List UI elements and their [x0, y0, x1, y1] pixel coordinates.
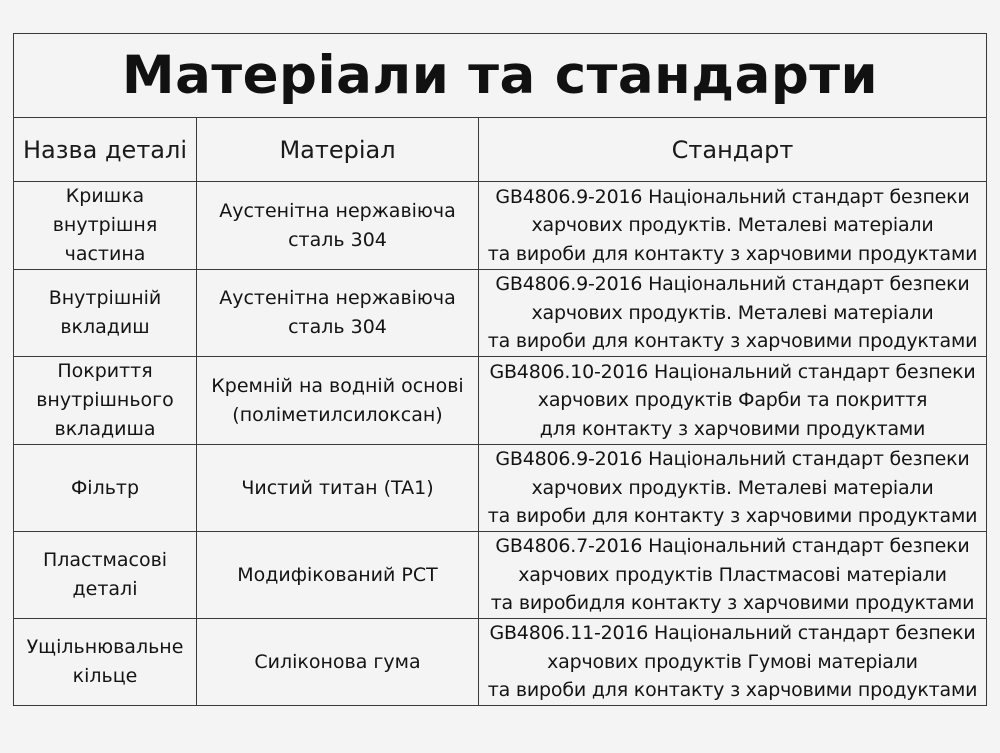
- material-cell: Аустенітна нержавіюча сталь 304: [197, 270, 479, 357]
- page-title: Матеріали та стандарти: [121, 45, 879, 106]
- material-cell: Аустенітна нержавіюча сталь 304: [197, 182, 479, 270]
- table-row: [14, 357, 987, 445]
- material-cell: Кремній на водній основі (поліметилсилоксан): [197, 357, 479, 445]
- part-name-cell: Ущільнювальне кільце: [14, 619, 197, 706]
- table-row: [14, 532, 987, 619]
- table-row: [14, 619, 987, 706]
- part-name-cell: Внутрішній вкладиш: [14, 270, 197, 357]
- part-name-cell: Пластмасові деталі: [14, 532, 197, 619]
- table-row: [14, 445, 987, 532]
- standard-cell: GB4806.10-2016 Національний стандарт безпеки харчових продуктів Фарби та покриття для контакту з харчовими продуктами: [479, 357, 987, 445]
- material-cell: Чистий титан (TA1): [197, 445, 479, 532]
- standard-cell: GB4806.9-2016 Національний стандарт безпеки харчових продуктів. Металеві матеріали та вироби для контакту з харчовими продуктами: [479, 445, 987, 532]
- standard-cell: GB4806.9-2016 Національний стандарт безпеки харчових продуктів. Металеві матеріали та вироби для контакту з харчовими продуктами: [479, 270, 987, 357]
- header-part: Назва деталі: [14, 118, 197, 182]
- title-cell: [14, 34, 987, 118]
- header-row: [14, 118, 987, 182]
- part-name-cell: Покриття внутрішнього вкладиша: [14, 357, 197, 445]
- table-row: [14, 182, 987, 270]
- standard-cell: GB4806.9-2016 Національний стандарт безпеки харчових продуктів. Металеві матеріали та вироби для контакту з харчовими продуктами: [479, 182, 987, 270]
- table-row: [14, 270, 987, 357]
- standard-cell: GB4806.11-2016 Національний стандарт безпеки харчових продуктів Гумові матеріали та вироби для контакту з харчовими продуктами: [479, 619, 987, 706]
- header-material: Матеріал: [197, 118, 479, 182]
- material-cell: Силіконова гума: [197, 619, 479, 706]
- part-name-cell: Кришка внутрішня частина: [14, 182, 197, 270]
- header-standard: Стандарт: [479, 118, 987, 182]
- title-row: [14, 34, 987, 118]
- materials-standards-table: [13, 33, 987, 706]
- standard-cell: GB4806.7-2016 Національний стандарт безпеки харчових продуктів Пластмасові матеріали та виробидля контакту з харчовими продуктами: [479, 532, 987, 619]
- part-name-cell: Фільтр: [14, 445, 197, 532]
- material-cell: Модифікований PCT: [197, 532, 479, 619]
